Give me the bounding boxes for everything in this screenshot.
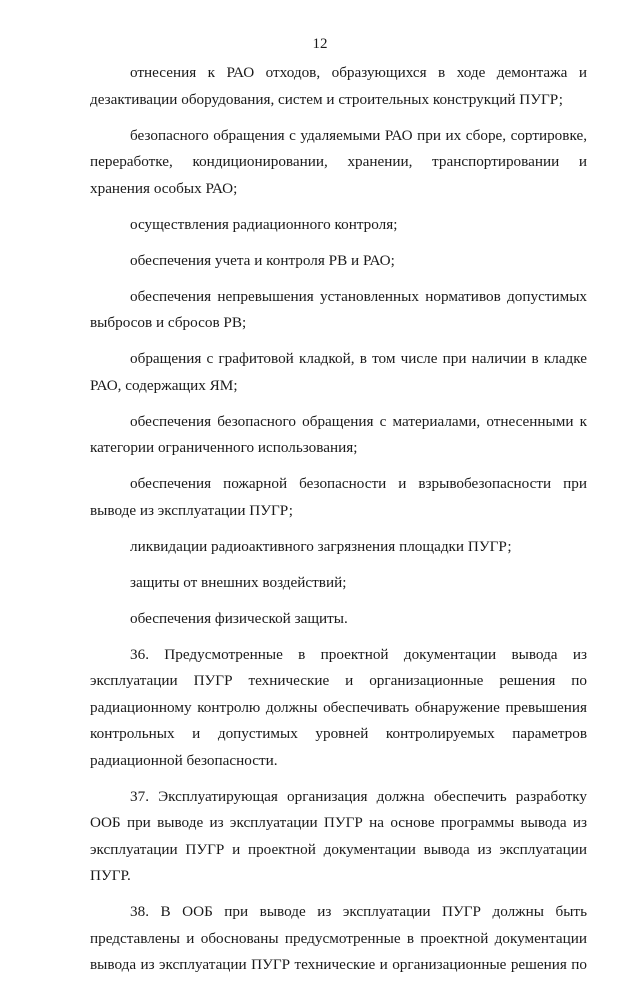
paragraph: обеспечения непревышения установленных нормативов допустимых выбросов и сбросов РВ; xyxy=(90,287,587,331)
page-number: 12 xyxy=(312,36,328,52)
paragraph: ликвидации радиоактивного загрязнения площадки ПУГР; xyxy=(130,537,512,555)
section-36-paragraph: 36. Предусмотренные в проектной документации вывода из эксплуатации ПУГР технические и организационные решения по радиационному контролю должны обеспечивать обнаружение превышения контрольных и допустимых уровней контролируемых параметров радиационной безопасности. xyxy=(90,645,587,769)
paragraph: обеспечения физической защиты. xyxy=(130,609,348,627)
paragraph: безопасного обращения с удаляемыми РАО при их сборе, сортировке, переработке, кондиционировании, хранении, транспортировании и хранения особых РАО; xyxy=(90,126,587,197)
paragraph: отнесения к РАО отходов, образующихся в ходе демонтажа и дезактивации оборудования, систем и строительных конструкций ПУГР; xyxy=(90,64,587,108)
paragraph: обеспечения безопасного обращения с материалами, отнесенными к категории ограниченного использования; xyxy=(90,412,587,456)
paragraph: защиты от внешних воздействий; xyxy=(130,573,347,591)
paragraph: обеспечения пожарной безопасности и взрывобезопасности при выводе из эксплуатации ПУГР; xyxy=(90,475,587,519)
paragraph: обращения с графитовой кладкой, в том числе при наличии в кладке РАО, содержащих ЯМ; xyxy=(90,350,587,394)
paragraph: осуществления радиационного контроля; xyxy=(130,215,398,233)
document-body xyxy=(90,60,587,988)
section-37-paragraph: 37. Эксплуатирующая организация должна обеспечить разработку ООБ при выводе из эксплуатации ПУГР на основе программы вывода из эксплуатации ПУГР и проектной документации вывода из эксплуатации ПУГР. xyxy=(90,787,587,884)
section-38-paragraph: 38. В ООБ при выводе из эксплуатации ПУГР должны быть представлены и обоснованы предусмотренные в проектной документации вывода из эксплуатации ПУГР технические и организационные решения по xyxy=(90,903,587,973)
paragraph: обеспечения учета и контроля РВ и РАО; xyxy=(130,251,395,269)
